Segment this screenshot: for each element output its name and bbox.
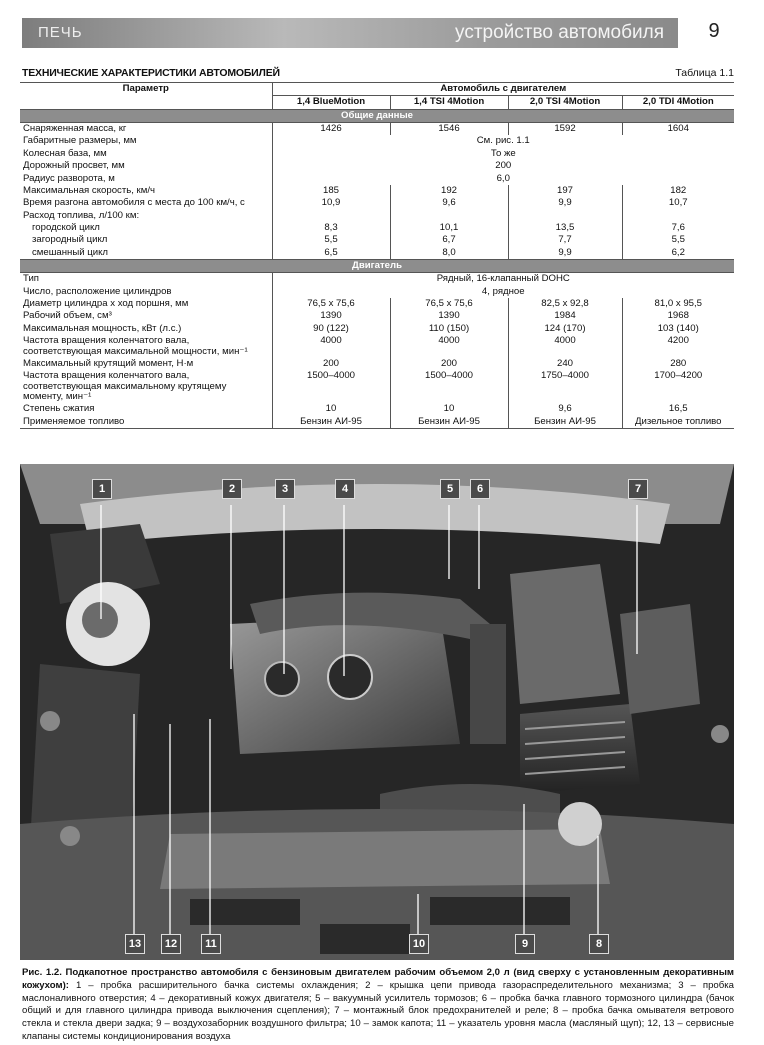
param-cell: Применяемое топливо xyxy=(20,416,272,429)
table-row xyxy=(20,173,734,185)
param-cell: Радиус разворота, м xyxy=(20,173,272,185)
value-cell: 124 (170) xyxy=(508,323,622,335)
value-cell: 1968 xyxy=(622,310,734,322)
merged-value-cell: 4, рядное xyxy=(272,286,734,298)
param-cell: Рабочий объем, см³ xyxy=(20,310,272,322)
param-cell: Время разгона автомобиля с места до 100 км/ч, с xyxy=(20,197,272,209)
value-cell: 103 (140) xyxy=(622,323,734,335)
value-cell: 1700–4200 xyxy=(622,370,734,403)
callout-11: 11 xyxy=(201,934,221,954)
value-cell: 4200 xyxy=(622,335,734,358)
param-column-header: Параметр xyxy=(20,83,272,110)
value-cell: 8,0 xyxy=(390,247,508,260)
callout-6: 6 xyxy=(470,479,490,499)
value-cell: Бензин АИ-95 xyxy=(390,416,508,429)
value-cell: 280 xyxy=(622,358,734,370)
column-header: 1,4 TSI 4Motion xyxy=(390,96,508,109)
param-cell: Максимальная скорость, км/ч xyxy=(20,185,272,197)
value-cell: 4000 xyxy=(508,335,622,358)
value-cell: 10 xyxy=(272,403,390,415)
value-cell: 200 xyxy=(390,358,508,370)
value-cell: 1604 xyxy=(622,123,734,136)
param-cell: Расход топлива, л/100 км: xyxy=(20,210,272,222)
param-cell: городской цикл xyxy=(20,222,272,234)
param-cell: Частота вращения коленчатого вала, соответствующая максимальной мощности, мин⁻¹ xyxy=(20,335,272,358)
table-row xyxy=(20,210,734,222)
table-row xyxy=(20,286,734,298)
table-row xyxy=(20,247,734,260)
callout-8: 8 xyxy=(589,934,609,954)
merged-value-cell: 200 xyxy=(272,160,734,172)
table-row xyxy=(20,403,734,415)
page-number: 9 xyxy=(708,20,720,42)
engine-bay-illustration xyxy=(20,464,734,960)
value-cell: 6,7 xyxy=(390,234,508,246)
value-cell: 13,5 xyxy=(508,222,622,234)
value-cell xyxy=(272,210,390,222)
table-label: Таблица 1.1 xyxy=(675,67,734,79)
column-header: 2,0 TSI 4Motion xyxy=(508,96,622,109)
table-row xyxy=(20,185,734,197)
value-cell: 7,7 xyxy=(508,234,622,246)
value-cell: 5,5 xyxy=(622,234,734,246)
value-cell: 110 (150) xyxy=(390,323,508,335)
section-band-engine: Двигатель xyxy=(20,260,734,273)
value-cell: 10,1 xyxy=(390,222,508,234)
value-cell: 1546 xyxy=(390,123,508,136)
param-cell: Колесная база, мм xyxy=(20,148,272,160)
table-row xyxy=(20,135,734,147)
value-cell: 6,2 xyxy=(622,247,734,260)
value-cell: 182 xyxy=(622,185,734,197)
value-cell: 185 xyxy=(272,185,390,197)
value-cell: Бензин АИ-95 xyxy=(508,416,622,429)
merged-value-cell: То же xyxy=(272,148,734,160)
value-cell: 5,5 xyxy=(272,234,390,246)
param-cell: Дорожный просвет, мм xyxy=(20,160,272,172)
callout-5: 5 xyxy=(440,479,460,499)
engine-bay-photo xyxy=(20,464,734,960)
value-cell: 90 (122) xyxy=(272,323,390,335)
value-cell: 1426 xyxy=(272,123,390,136)
param-cell: загородный цикл xyxy=(20,234,272,246)
value-cell: 1500–4000 xyxy=(272,370,390,403)
table-row xyxy=(20,197,734,209)
value-cell xyxy=(508,210,622,222)
value-cell: 81,0 х 95,5 xyxy=(622,298,734,310)
value-cell: Дизельное топливо xyxy=(622,416,734,429)
value-cell: 200 xyxy=(272,358,390,370)
callout-7: 7 xyxy=(628,479,648,499)
value-cell: 9,6 xyxy=(508,403,622,415)
param-cell: Частота вращения коленчатого вала, соответствующая максимальному крутящему моменту, мин⁻¹ xyxy=(20,370,272,403)
value-cell: 4000 xyxy=(390,335,508,358)
group-column-header: Автомобиль с двигателем xyxy=(272,83,734,96)
column-header: 2,0 TDI 4Motion xyxy=(622,96,734,109)
value-cell: 82,5 х 92,8 xyxy=(508,298,622,310)
merged-value-cell: 6,0 xyxy=(272,173,734,185)
table-row xyxy=(20,222,734,234)
running-header xyxy=(22,18,678,48)
value-cell: 76,5 х 75,6 xyxy=(272,298,390,310)
value-cell: 9,9 xyxy=(508,197,622,209)
table-row xyxy=(20,298,734,310)
callout-12: 12 xyxy=(161,934,181,954)
value-cell: 9,6 xyxy=(390,197,508,209)
specs-table xyxy=(20,82,734,429)
callout-2: 2 xyxy=(222,479,242,499)
value-cell: 10,7 xyxy=(622,197,734,209)
value-cell: 197 xyxy=(508,185,622,197)
value-cell: 1390 xyxy=(272,310,390,322)
callout-13: 13 xyxy=(125,934,145,954)
value-cell: 7,6 xyxy=(622,222,734,234)
table-row xyxy=(20,323,734,335)
value-cell: 6,5 xyxy=(272,247,390,260)
callout-9: 9 xyxy=(515,934,535,954)
callout-3: 3 xyxy=(275,479,295,499)
value-cell: 4000 xyxy=(272,335,390,358)
param-cell: Тип xyxy=(20,273,272,286)
value-cell: 240 xyxy=(508,358,622,370)
value-cell: 1390 xyxy=(390,310,508,322)
table-row xyxy=(20,148,734,160)
param-cell: Диаметр цилиндра х ход поршня, мм xyxy=(20,298,272,310)
param-cell: смешанный цикл xyxy=(20,247,272,260)
section-title: ТЕХНИЧЕСКИЕ ХАРАКТЕРИСТИКИ АВТОМОБИЛЕЙ xyxy=(22,67,280,79)
value-cell xyxy=(622,210,734,222)
value-cell: 9,9 xyxy=(508,247,622,260)
table-row xyxy=(20,416,734,429)
general-section xyxy=(20,109,734,259)
value-cell: 1750–4000 xyxy=(508,370,622,403)
value-cell: 1500–4000 xyxy=(390,370,508,403)
value-cell: 192 xyxy=(390,185,508,197)
param-cell: Максимальный крутящий момент, Н·м xyxy=(20,358,272,370)
callout-1: 1 xyxy=(92,479,112,499)
section-band-general: Общие данные xyxy=(20,109,734,122)
value-cell: 16,5 xyxy=(622,403,734,415)
callout-4: 4 xyxy=(335,479,355,499)
value-cell: 10,9 xyxy=(272,197,390,209)
table-row xyxy=(20,335,734,358)
callout-10: 10 xyxy=(409,934,429,954)
param-cell: Снаряженная масса, кг xyxy=(20,123,272,136)
engine-section xyxy=(20,260,734,429)
merged-value-cell: Рядный, 16-клапанный DOHC xyxy=(272,273,734,286)
column-header: 1,4 BlueMotion xyxy=(272,96,390,109)
value-cell: 76,5 х 75,6 xyxy=(390,298,508,310)
table-row xyxy=(20,358,734,370)
figure-caption xyxy=(22,967,734,1044)
table-row xyxy=(20,234,734,246)
param-cell: Габаритные размеры, мм xyxy=(20,135,272,147)
table-row xyxy=(20,273,734,286)
param-cell: Максимальная мощность, кВт (л.с.) xyxy=(20,323,272,335)
value-cell: 8,3 xyxy=(272,222,390,234)
table-row xyxy=(20,160,734,172)
header-left-title: ПЕЧЬ xyxy=(38,24,83,41)
value-cell xyxy=(390,210,508,222)
merged-value-cell: См. рис. 1.1 xyxy=(272,135,734,147)
param-cell: Число, расположение цилиндров xyxy=(20,286,272,298)
value-cell: 1592 xyxy=(508,123,622,136)
value-cell: 1984 xyxy=(508,310,622,322)
header-right-title: устройство автомобиля xyxy=(455,22,664,43)
value-cell: 10 xyxy=(390,403,508,415)
caption-text: 1 – пробка расширительного бачка системы охлаждения; 2 – крышка цепи привода газораспределительного механизма; 3 – пробка маслоналивного отверстия; 4 – декоративный кожух двигателя; 5 – вакуумный усилитель тормозов; 6 – пробка бачка главного тормозного цилиндра (бачок общий и для главного цилиндра привода выключения сцепления); 7 – монтажный блок предохранителей и реле; 8 – пробка бачка омывателя ветрового стекла и стекла двери задка; 9 – воздухозаборник воздушного фильтра; 10 – замок капота; 11 – указатель уровня масла (масляный щуп); 12, 13 – сервисные клапаны системы кондиционирования воздуха xyxy=(22,979,734,1042)
table-row xyxy=(20,370,734,403)
table-row xyxy=(20,310,734,322)
param-cell: Степень сжатия xyxy=(20,403,272,415)
table-row xyxy=(20,123,734,136)
caption-title: Рис. 1.2. Подкапотное пространство автомобиля с бензиновым двигателем рабочим объемом 2,0 л (вид сверху с установленным декоративным кожухом): xyxy=(22,967,734,991)
value-cell: Бензин АИ-95 xyxy=(272,416,390,429)
